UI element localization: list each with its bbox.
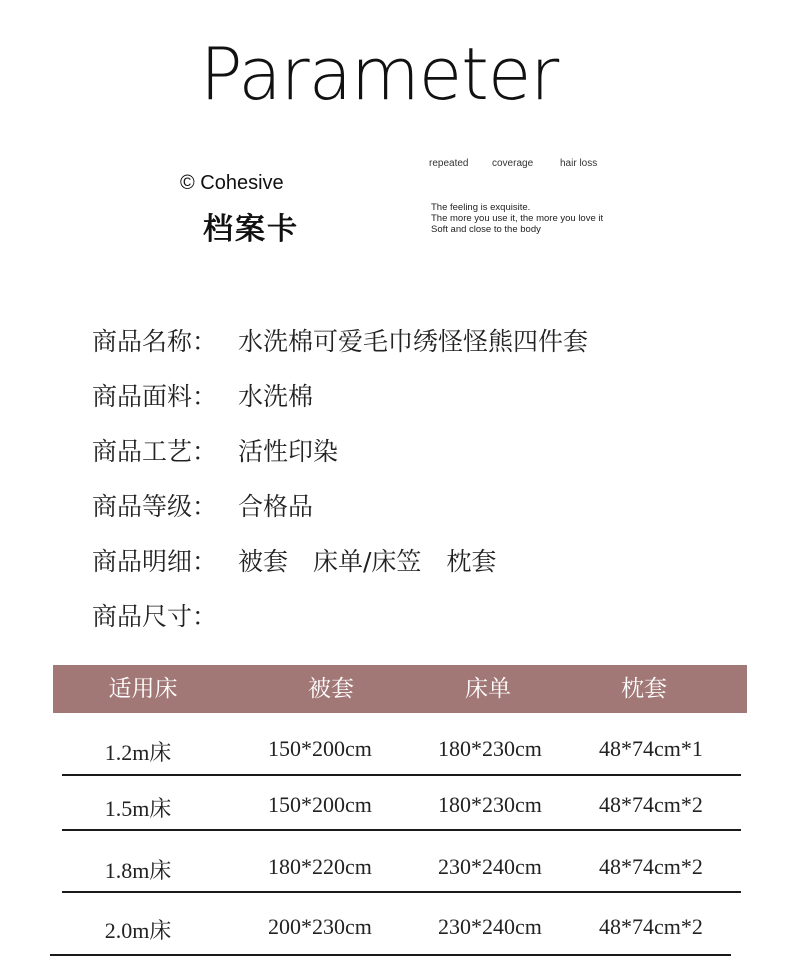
- table-cell: 200*230cm: [268, 914, 372, 939]
- header-cell: 适用床: [108, 676, 178, 702]
- tagline-line: Soft and close to the body: [431, 224, 541, 235]
- table-cell: 48*74cm*2: [599, 792, 703, 817]
- size-table-header: [53, 665, 747, 713]
- param-row: [92, 542, 496, 578]
- param-label: 商品名称：: [92, 327, 218, 356]
- table-cell: 48*74cm*1: [599, 736, 703, 761]
- param-row: [92, 432, 338, 468]
- table-cell: 2.0m床: [104, 918, 172, 943]
- param-label: 商品明细：: [92, 547, 218, 576]
- table-cell: 230*240cm: [438, 914, 542, 939]
- row-divider: [62, 774, 741, 776]
- param-label: 商品工艺：: [92, 437, 218, 466]
- param-value: 合格品: [238, 492, 314, 521]
- param-label: 商品尺寸：: [92, 602, 218, 631]
- param-value: 水洗棉: [238, 382, 314, 411]
- row-divider: [62, 829, 741, 831]
- table-cell: 48*74cm*2: [599, 854, 703, 879]
- table-cell: 180*230cm: [438, 792, 542, 817]
- param-row: [92, 377, 313, 413]
- param-value: 水洗棉可爱毛巾绣怪怪熊四件套: [238, 327, 589, 356]
- table-cell: 1.5m床: [104, 796, 172, 821]
- card-label: 档案卡: [203, 212, 299, 247]
- row-divider: [62, 891, 741, 893]
- row-divider: [50, 954, 731, 956]
- tag: coverage: [492, 158, 534, 169]
- table-cell: 180*230cm: [438, 736, 542, 761]
- table-cell: 150*200cm: [268, 792, 372, 817]
- header-cell: 被套: [308, 676, 354, 702]
- tag: hair loss: [560, 158, 598, 169]
- param-row: [92, 487, 313, 523]
- table-cell: 150*200cm: [268, 736, 372, 761]
- table-cell: 180*220cm: [268, 854, 372, 879]
- param-value: 被套 床单/床笠 枕套: [238, 547, 497, 576]
- header-cell: 枕套: [621, 676, 667, 702]
- param-row: [92, 597, 238, 633]
- param-value: 活性印染: [238, 437, 339, 466]
- tagline: [431, 202, 603, 235]
- tag: repeated: [429, 158, 469, 169]
- table-cell: 48*74cm*2: [599, 914, 703, 939]
- table-cell: 1.8m床: [104, 858, 172, 883]
- param-label: 商品面料：: [92, 382, 218, 411]
- tagline-line: The more you use it, the more you love it: [431, 213, 604, 224]
- table-cell: 1.2m床: [104, 740, 172, 765]
- tagline-line: The feeling is exquisite.: [431, 202, 531, 213]
- brand-name: © Cohesive: [180, 172, 284, 194]
- header-cell: 床单: [465, 676, 511, 702]
- table-cell: 230*240cm: [438, 854, 542, 879]
- param-label: 商品等级：: [92, 492, 218, 521]
- param-row: [92, 322, 588, 358]
- page-title: Parameter: [200, 32, 559, 116]
